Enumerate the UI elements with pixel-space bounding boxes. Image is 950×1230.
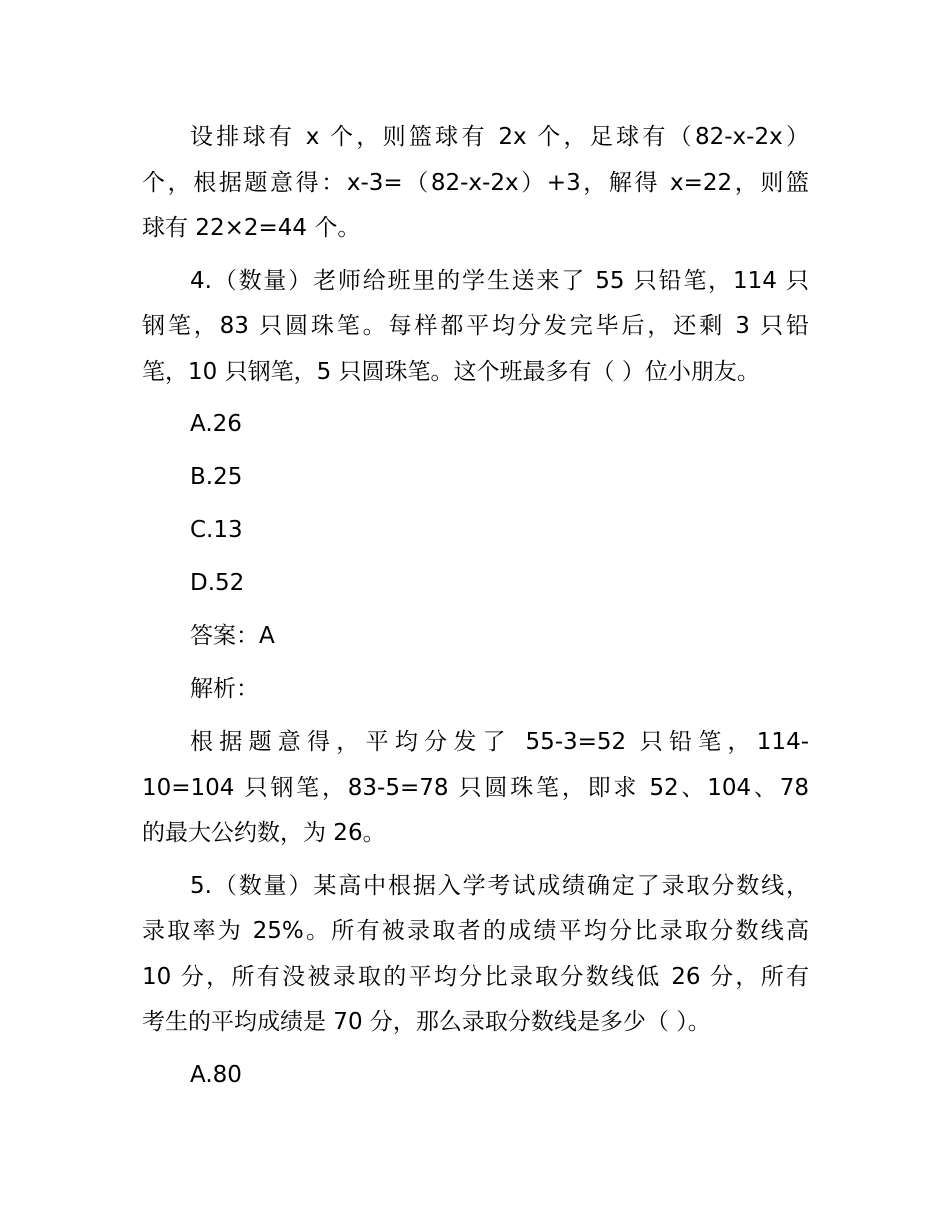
analysis-label: 解析： [190, 676, 259, 702]
text-line: 钢笔，83 只圆珠笔。每样都平均分发完毕后，还剩 3 只铅 [142, 313, 809, 339]
document-page [142, 118, 809, 1109]
analysis-paragraph [142, 723, 809, 860]
text-line: 4.（数量）老师给班里的学生送来了 55 只铅笔，114 只 [190, 267, 809, 294]
option-a: A.80 [190, 1061, 242, 1088]
text-line: 笔，10 只钢笔，5 只圆珠笔。这个班最多有（ ）位小朋友。 [142, 358, 760, 385]
text-line: 10=104 只钢笔，83-5=78 只圆珠笔，即求 52、104、78 [142, 774, 809, 801]
text-line: 录取率为 25%。所有被录取者的成绩平均分比录取分数线高 [142, 918, 809, 944]
text-line: 10 分，所有没被录取的平均分比录取分数线低 26 分，所有 [142, 963, 809, 990]
text-line: 设排球有 x 个，则篮球有 2x 个，足球有（82-x-2x） [190, 124, 809, 150]
option-d: D.52 [190, 570, 245, 596]
text-line: 的最大公约数，为 26。 [142, 820, 386, 846]
question-4 [142, 262, 809, 399]
option-a: A.26 [190, 411, 242, 437]
text-line: 个，根据题意得：x-3=（82-x-2x）+3，解得 x=22，则篮 [142, 169, 809, 196]
text-line: 5.（数量）某高中根据入学考试成绩确定了录取分数线， [190, 872, 809, 899]
text-line: 根据题意得，平均分发了 55-3=52 只铅笔，114- [190, 729, 809, 755]
text-line: 考生的平均成绩是 70 分，那么录取分数线是多少（ ）。 [142, 1009, 711, 1035]
option-b: B.25 [190, 464, 243, 490]
text-line: 球有 22×2=44 个。 [142, 215, 361, 241]
answer: 答案：A [190, 623, 275, 649]
question-5 [142, 867, 809, 1049]
solution-paragraph-q3 [142, 118, 809, 255]
option-c: C.13 [190, 517, 243, 543]
